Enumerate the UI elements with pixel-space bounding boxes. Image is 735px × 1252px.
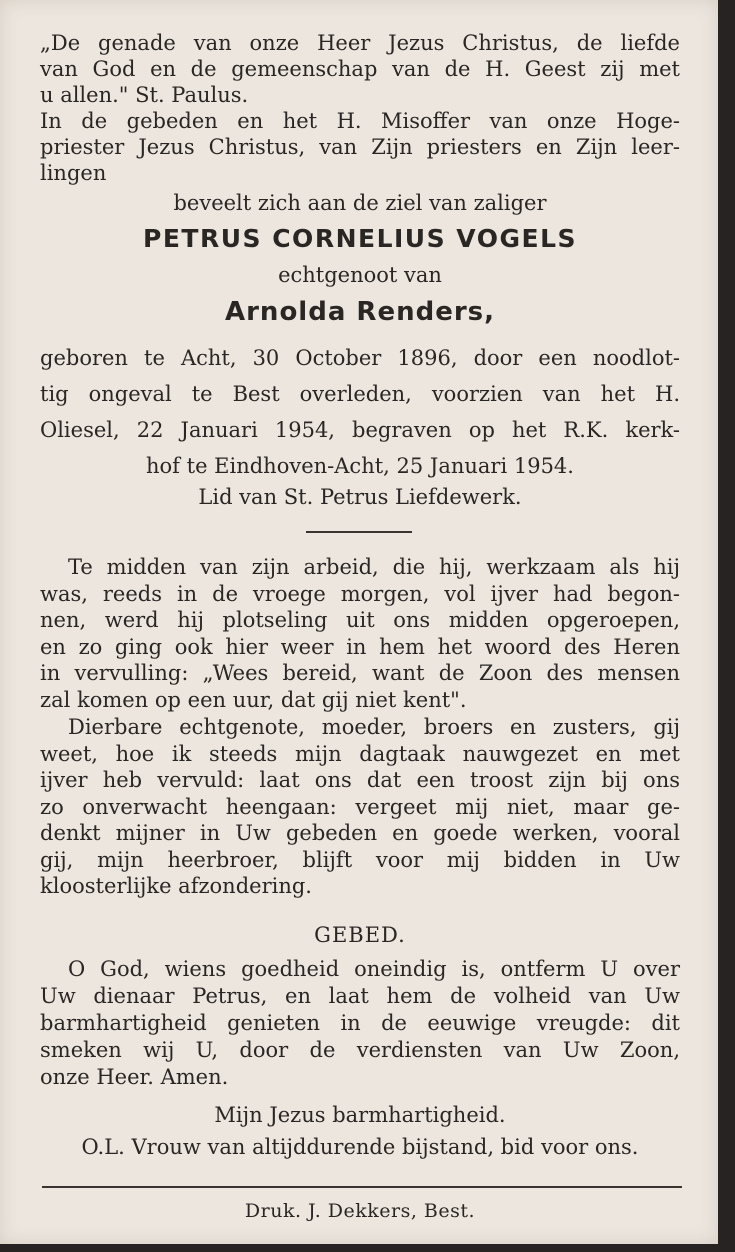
paragraph-line: zo onverwacht heengaan: vergeet mij niet, maar ge- bbox=[40, 794, 680, 819]
ejaculation-jesus: Mijn Jezus barmhartigheid. bbox=[214, 1103, 506, 1127]
paragraph-work bbox=[40, 554, 680, 713]
paragraph-line: ijver heb vervuld: laat ons dat een troost zijn bij ons bbox=[40, 768, 680, 792]
divider-rule bbox=[306, 531, 412, 533]
footer-rule bbox=[42, 1186, 682, 1188]
biography bbox=[40, 340, 680, 484]
ejaculation-mary: O.L. Vrouw van altijddurende bijstand, bid voor ons. bbox=[81, 1135, 639, 1159]
paragraph-line: kloosterlijke afzondering. bbox=[40, 874, 312, 898]
paragraph-line: nen, werd hij plotseling uit ons midden opgeroepen, bbox=[40, 608, 680, 632]
intro-line: u allen." St. Paulus. bbox=[40, 83, 249, 107]
bio-line: Oliesel, 22 Januari 1954, begraven op het R.K. kerk- bbox=[40, 418, 680, 442]
paragraph-line: weet, hoe ik steeds mijn dagtaak nauwgezet en met bbox=[40, 741, 680, 766]
paragraph-line: zal komen op een uur, dat gij niet kent". bbox=[40, 687, 467, 712]
intro-quote bbox=[40, 30, 680, 186]
spouse-name: Arnolda Renders, bbox=[224, 297, 496, 327]
printer-credit: Druk. J. Dekkers, Best. bbox=[244, 1200, 476, 1222]
commend-line: beveelt zich aan de ziel van zaliger bbox=[173, 191, 547, 215]
bio-line: geboren te Acht, 30 October 1896, door een noodlot- bbox=[40, 346, 680, 370]
paragraph-line: was, reeds in de vroege morgen, vol ijver had begon- bbox=[40, 581, 680, 606]
deceased-name: PETRUS CORNELIUS VOGELS bbox=[143, 224, 577, 253]
card-shadow-edge-bottom bbox=[0, 1244, 735, 1252]
paragraph-farewell bbox=[40, 714, 680, 900]
prayer bbox=[40, 956, 680, 1091]
paragraph-line: Dierbare echtgenote, moeder, broers en zusters, gij bbox=[68, 715, 680, 739]
prayer-heading: GEBED. bbox=[314, 923, 406, 947]
intro-line: „De genade van onze Heer Jezus Christus, de liefde bbox=[40, 31, 680, 55]
intro-line: lingen bbox=[40, 161, 107, 185]
prayer-line: barmhartigheid genieten in de eeuwige vreugde: dit bbox=[40, 1011, 680, 1035]
intro-line: priester Jezus Christus, van Zijn priesters en Zijn leer- bbox=[40, 135, 680, 159]
prayer-line: O God, wiens goedheid oneindig is, ontferm U over bbox=[68, 957, 680, 981]
intro-line: In de gebeden en het H. Misoffer van onze Hoge- bbox=[40, 109, 680, 133]
membership: Lid van St. Petrus Liefdewerk. bbox=[198, 485, 522, 509]
paragraph-line: denkt mijner in Uw gebeden en goede werken, vooral bbox=[40, 821, 680, 845]
prayer-line: onze Heer. Amen. bbox=[40, 1065, 229, 1089]
prayer-line: Uw dienaar Petrus, en laat hem de volheid van Uw bbox=[40, 984, 680, 1008]
card-shadow-edge bbox=[718, 0, 735, 1252]
prayer-line: smeken wij U, door de verdiensten van Uw Zoon, bbox=[40, 1038, 680, 1062]
paragraph-line: Te midden van zijn arbeid, die hij, werkzaam als hij bbox=[68, 555, 680, 579]
bio-line: hof te Eindhoven-Acht, 25 Januari 1954. bbox=[146, 454, 574, 478]
bio-line: tig ongeval te Best overleden, voorzien van het H. bbox=[40, 382, 680, 406]
paragraph-line: en zo ging ook hier weer in hem het woord des Heren bbox=[40, 634, 680, 659]
spouse-intro: echtgenoot van bbox=[278, 263, 442, 287]
paragraph-line: gij, mijn heerbroer, blijft voor mij bidden in Uw bbox=[40, 847, 680, 872]
intro-line: van God en de gemeenschap van de H. Geest zij met bbox=[40, 57, 680, 81]
paragraph-line: in vervulling: „Wees bereid, want de Zoon des mensen bbox=[40, 661, 680, 685]
